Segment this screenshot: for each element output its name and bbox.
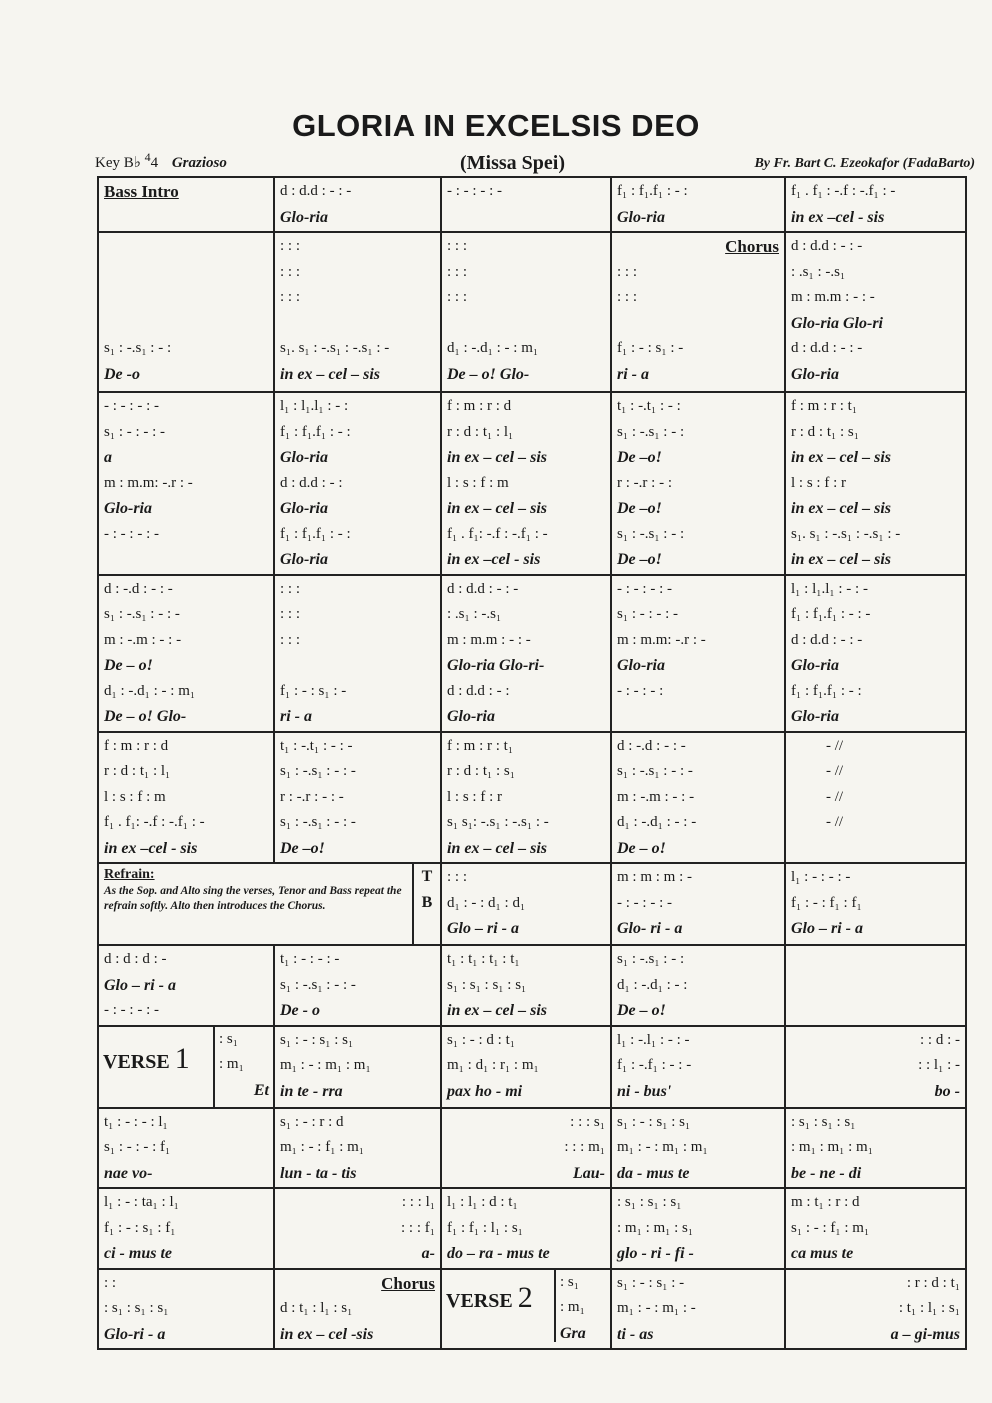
- score-cell: [98, 1269, 274, 1350]
- score-cell: [441, 945, 611, 1026]
- lyric-line: in te - rra: [280, 1082, 343, 1100]
- solfa-line: l₁ : l₁.l₁ : - :: [280, 398, 349, 414]
- solfa-line: - : - : - : -: [617, 580, 672, 597]
- solfa-line: s₁ : - : s₁ : s₁: [617, 1113, 691, 1130]
- score-cell: [785, 392, 966, 575]
- score-row: [98, 1269, 966, 1350]
- lyric-line: Glo-ria Glo-ri: [791, 314, 883, 332]
- solfa-line: s₁ : -.s₁ : - : -: [280, 976, 356, 993]
- lyric-line: De –o!: [617, 551, 662, 568]
- lyric-line: Glo-ria: [617, 208, 665, 226]
- score-row: [98, 863, 966, 945]
- solfa-line: m₁ : - : m₁ : m₁: [617, 1139, 708, 1155]
- solfa-line: l₁ : - : - : -: [791, 869, 851, 885]
- score-cell: [441, 863, 611, 945]
- solfa-line: : s₁ : s₁ : s₁: [104, 1300, 169, 1316]
- score-cell: [441, 1188, 611, 1269]
- solfa-line: l : s : f : r: [447, 788, 502, 805]
- score-cell: [98, 1188, 274, 1269]
- solfa-line: m₁ : - : f₁ : m₁: [280, 1139, 365, 1155]
- lyric-line: in ex – cel – sis: [447, 449, 547, 466]
- solfa-line: f₁ : f₁.f₁ : - :: [280, 525, 351, 542]
- solfa-line: f₁ : - : s₁ : -: [280, 682, 347, 699]
- score-row: [98, 1188, 966, 1269]
- solfa-score-table: [97, 176, 967, 1350]
- solfa-line: m : m.m: -.r : -: [617, 631, 706, 648]
- score-cell: [274, 392, 441, 575]
- score-cell: [98, 392, 274, 575]
- solfa-line: : s₁ : s₁ : s₁: [791, 1113, 856, 1130]
- lyric-line: Glo-ria: [791, 657, 839, 674]
- score-cell: [785, 232, 966, 392]
- solfa-line: f₁ : - : s₁ : -: [617, 340, 684, 356]
- solfa-line: : : : f₁: [401, 1219, 435, 1236]
- lyric-line: in ex – cel – sis: [791, 449, 891, 466]
- refrain-cell: [98, 863, 441, 945]
- score-cell: [785, 945, 966, 1026]
- score-cell: [441, 1108, 611, 1189]
- lyric-line: ri - a: [617, 365, 649, 383]
- solfa-line: f₁ : -.f₁ : - : -: [617, 1057, 692, 1073]
- solfa-line: r : d : t₁ : s₁: [447, 763, 515, 779]
- lyric-line: ca mus te: [791, 1245, 854, 1262]
- score-row: [98, 945, 966, 1026]
- solfa-line: l : s : f : m: [447, 474, 509, 491]
- lyric-line: glo - ri - fi -: [617, 1245, 694, 1262]
- score-cell: [98, 1108, 274, 1189]
- solfa-line: d₁ : -.d₁ : - : m₁: [104, 682, 196, 699]
- lyric-line: in ex – cel – sis: [447, 1002, 547, 1019]
- solfa-line: s₁ : -.s₁ : - : -: [280, 814, 356, 830]
- solfa-line: : : d : -: [920, 1031, 960, 1048]
- score-row: [98, 232, 966, 392]
- lyric-line: Glo-ria: [280, 208, 328, 226]
- solfa-line: f : m : r : d: [104, 737, 169, 754]
- solfa-line: [791, 947, 960, 973]
- score-cell: [785, 177, 966, 232]
- score-cell: [611, 1108, 785, 1189]
- score-cell: [785, 575, 966, 732]
- solfa-line: s₁ : - : - : -: [104, 423, 166, 440]
- lyric-line: Glo-ria Glo-ri-: [447, 657, 545, 674]
- score-cell: [785, 1108, 966, 1189]
- lyric-line: Glo – ri - a: [104, 976, 176, 994]
- score-cell: [274, 945, 441, 1026]
- bass-intro-label: Bass Intro: [104, 182, 179, 201]
- solfa-line: l₁ : -.l₁ : - : -: [617, 1031, 690, 1048]
- solfa-line: m₁ : - : m₁ : -: [617, 1300, 696, 1316]
- solfa-line: : s₁: [219, 1030, 238, 1047]
- lyric-line: in ex –cel - sis: [447, 551, 541, 568]
- solfa-line: : m₁: [219, 1056, 244, 1072]
- lyric-line: da - mus te: [617, 1164, 690, 1182]
- refrain-note: As the Sop. and Alto sing the verses, Tenor and Bass repeat the refrain softly. Alto then introduces the Chorus.: [104, 885, 402, 912]
- solfa-line: f₁ : f₁.f₁ : - :: [791, 682, 862, 699]
- score-cell: [441, 732, 611, 864]
- bass-label: B: [421, 894, 433, 911]
- chorus-label: Chorus: [381, 1273, 435, 1293]
- solfa-line: f₁ : - : f₁ : f₁: [791, 894, 862, 911]
- score-cell: [98, 945, 274, 1026]
- lyric-line: ti - as: [617, 1325, 654, 1343]
- score-cell: [611, 863, 785, 945]
- solfa-line: d : d.d : - : -: [280, 183, 352, 199]
- solfa-line: : : :: [447, 869, 468, 885]
- solfa-line: s₁ : - : - : f₁: [104, 1139, 171, 1155]
- solfa-line: d : d.d : - : -: [791, 238, 863, 254]
- score-row: [98, 177, 966, 232]
- score-cell: [274, 232, 441, 392]
- solfa-line: - : - : - : -: [447, 183, 502, 199]
- solfa-line: : t₁ : l₁ : s₁: [898, 1300, 960, 1316]
- solfa-line: : : :: [447, 263, 468, 280]
- score-cell: [441, 232, 611, 392]
- score-cell: [611, 732, 785, 864]
- solfa-line: s₁ : - : d : t₁: [447, 1031, 515, 1048]
- score-cell: [611, 1188, 785, 1269]
- lyric-line: ni - bus': [617, 1082, 672, 1100]
- key-label: Key B♭: [95, 155, 141, 171]
- solfa-line: d₁ : -.d₁ : - : -: [617, 814, 697, 830]
- solfa-line: t₁ : - : - : l₁: [104, 1113, 168, 1130]
- solfa-line: d : d : d : -: [104, 951, 167, 967]
- score-cell: [274, 1026, 441, 1108]
- lyric-line: De – o! Glo-: [447, 365, 530, 383]
- score-cell: [611, 945, 785, 1026]
- lyric-line: Glo-ria: [280, 551, 328, 568]
- score-cell: [441, 1026, 611, 1108]
- solfa-line: m : -.m : - : -: [104, 631, 182, 648]
- solfa-line: : :: [104, 1274, 117, 1291]
- lyric-line: be - ne - di: [791, 1164, 862, 1182]
- solfa-line: d₁ : -.d₁ : - : m₁: [447, 340, 539, 356]
- score-cell: [274, 575, 441, 732]
- verse-number: 2: [517, 1280, 533, 1314]
- lyric-line: Lau-: [573, 1164, 605, 1182]
- solfa-line: : : :: [447, 238, 468, 254]
- solfa-line: : .s₁ : -.s₁: [791, 263, 846, 280]
- score-cell: [274, 1108, 441, 1189]
- lyric-line: Glo-ria: [617, 657, 665, 674]
- solfa-line: s₁ : -.s₁ : - : -: [617, 763, 693, 779]
- lyric-line: Glo – ri - a: [791, 920, 863, 937]
- solfa-line: s₁ : - : s₁ : -: [617, 1274, 685, 1291]
- chorus-label: Chorus: [725, 237, 779, 256]
- solfa-line: r : d : t₁ : l₁: [447, 423, 514, 440]
- solfa-line: m : m.m : - : -: [791, 289, 875, 305]
- solfa-line: : m₁ : m₁ : m₁: [791, 1139, 873, 1155]
- lyric-line: in ex – cel – sis: [447, 839, 547, 857]
- solfa-line: l : s : f : r: [791, 474, 846, 491]
- score-cell: [611, 177, 785, 232]
- solfa-line: : s₁: [560, 1273, 579, 1290]
- lyric-line: Glo- ri - a: [617, 920, 683, 937]
- solfa-line: r : -.r : - :: [617, 474, 672, 491]
- solfa-line: t₁ : t₁ : t₁ : t₁: [447, 951, 520, 967]
- score-cell: [785, 1188, 966, 1269]
- score-cell: [611, 575, 785, 732]
- score-cell: [441, 575, 611, 732]
- tenor-label: T: [421, 868, 433, 885]
- lyric-line: ci - mus te: [104, 1245, 172, 1262]
- score-cell: [98, 232, 274, 392]
- solfa-line: s₁ : - : r : d: [280, 1113, 344, 1130]
- lyric-line: Glo-ri - a: [104, 1325, 166, 1343]
- composer-credit: By Fr. Bart C. Ezeokafor (FadaBarto): [754, 156, 975, 171]
- solfa-line: d : d.d : - :: [280, 474, 343, 491]
- solfa-line: d : d.d : - :: [447, 682, 510, 699]
- lyric-line: De –o!: [617, 500, 662, 517]
- score-cell: [98, 732, 274, 864]
- solfa-line: s₁ : -.s₁ : - :: [104, 340, 172, 356]
- solfa-line: - //: [826, 788, 844, 805]
- solfa-line: m : -.m : - : -: [617, 788, 695, 805]
- score-row: [98, 575, 966, 732]
- solfa-line: s₁ : - : - : -: [617, 606, 679, 622]
- lyric-line: Glo-ria: [447, 708, 495, 725]
- solfa-line: m₁ : - : m₁ : m₁: [280, 1057, 371, 1073]
- score-row: [98, 1108, 966, 1189]
- solfa-line: f₁ : f₁.f₁ : - :: [617, 183, 688, 199]
- solfa-line: t₁ : -.t₁ : - :: [617, 398, 681, 414]
- lyric-line: in ex –cel - sis: [104, 839, 198, 857]
- score-cell: [441, 392, 611, 575]
- score-cell: [274, 177, 441, 232]
- solfa-line: d : -.d : - : -: [104, 580, 173, 597]
- solfa-line: s₁. s₁ : -.s₁ : -.s₁ : -: [280, 340, 390, 356]
- lyric-line: De – o!: [104, 657, 153, 674]
- solfa-line: d₁ : -.d₁ : - :: [617, 976, 688, 993]
- subtitle: (Missa Spei): [460, 152, 565, 174]
- score-cell: [441, 177, 611, 232]
- solfa-line: : : :: [447, 289, 468, 305]
- solfa-line: s₁ : -.s₁ : - : -: [104, 606, 180, 622]
- solfa-line: : : : l₁: [401, 1194, 435, 1210]
- solfa-line: s₁ : - : f₁ : m₁: [791, 1219, 870, 1236]
- score-cell: [611, 392, 785, 575]
- solfa-line: m : m.m: -.r : -: [104, 474, 193, 491]
- solfa-line: s₁. s₁ : -.s₁ : -.s₁ : -: [791, 525, 901, 542]
- verse-label: VERSE: [103, 1050, 170, 1073]
- score-cell: [98, 575, 274, 732]
- lyric-line: De – o! Glo-: [104, 708, 187, 725]
- lyric-line: a – gi-mus: [890, 1325, 960, 1343]
- lyric-line: De - o: [280, 1002, 320, 1019]
- score-cell: [785, 1269, 966, 1350]
- solfa-line: s₁ : -.s₁ : - :: [617, 951, 685, 967]
- solfa-line: f₁ . f₁ : -.f : -.f₁ : -: [791, 183, 896, 199]
- solfa-line: d : t₁ : l₁ : s₁: [280, 1300, 353, 1316]
- score-cell: [274, 732, 441, 864]
- score-cell: [785, 863, 966, 945]
- lyric-line: bo -: [934, 1082, 960, 1100]
- solfa-line: : s₁ : s₁ : s₁: [617, 1194, 682, 1210]
- lyric-line: Gra: [560, 1324, 586, 1342]
- time-signature-bottom: 4: [150, 155, 159, 171]
- solfa-line: s₁ : - : s₁ : s₁: [280, 1031, 354, 1048]
- refrain-label: Refrain:: [104, 867, 155, 882]
- solfa-line: - : - : - : -: [104, 525, 159, 542]
- solfa-line: : : :: [280, 238, 301, 254]
- solfa-line: m : t₁ : r : d: [791, 1194, 860, 1210]
- lyric-line: in ex – cel – sis: [447, 500, 547, 517]
- lyric-line: Glo-ria: [791, 708, 839, 725]
- solfa-line: l₁ : l₁.l₁ : - : -: [791, 580, 868, 597]
- solfa-line: m : m : m : -: [617, 869, 692, 885]
- solfa-line: d : -.d : - : -: [617, 737, 686, 754]
- solfa-line: : : :: [280, 631, 301, 648]
- score-cell: [611, 1269, 785, 1350]
- lyric-line: in ex – cel – sis: [791, 551, 891, 568]
- lyric-line: in ex –cel - sis: [791, 208, 885, 226]
- solfa-line: r : d : t₁ : l₁: [104, 763, 171, 779]
- solfa-line: d : d.d : - : -: [791, 340, 863, 356]
- solfa-line: d₁ : - : d₁ : d₁: [447, 894, 526, 911]
- solfa-line: - : - : - : -: [104, 1002, 159, 1018]
- solfa-line: : : : m₁: [564, 1139, 605, 1155]
- score-row: [98, 392, 966, 575]
- lyric-line: a: [104, 449, 112, 466]
- verse-label: VERSE: [446, 1289, 513, 1312]
- tempo-marking: Grazioso: [171, 155, 227, 171]
- time-signature-top: 4: [144, 150, 151, 164]
- verse-1-cell: [98, 1026, 274, 1108]
- lyric-line: De –o!: [280, 839, 325, 857]
- solfa-line: s₁ : -.s₁ : - :: [617, 423, 685, 440]
- key-signature: [95, 150, 227, 172]
- lyric-line: De -o: [104, 365, 140, 383]
- score-cell: [98, 177, 274, 232]
- solfa-line: f : m : r : t₁: [791, 398, 858, 414]
- solfa-line: : : :: [280, 289, 301, 305]
- lyric-line: Glo-ria: [791, 365, 839, 383]
- solfa-line: : : :: [617, 263, 638, 280]
- solfa-line: : : :: [280, 263, 301, 280]
- solfa-line: - //: [826, 737, 844, 754]
- solfa-line: : r : d : t₁: [906, 1274, 960, 1291]
- verse-number: 1: [174, 1041, 190, 1075]
- solfa-line: f : m : r : t₁: [447, 737, 514, 754]
- solfa-line: l₁ : - : ta₁ : l₁: [104, 1194, 179, 1210]
- score-cell: [785, 1026, 966, 1108]
- lyric-line: De – o!: [617, 839, 666, 857]
- lyric-line: Glo-ria: [104, 500, 152, 517]
- lyric-line: nae vo-: [104, 1164, 153, 1182]
- solfa-line: s₁ : -.s₁ : - : -: [280, 763, 356, 779]
- solfa-line: f : m : r : d: [447, 398, 512, 414]
- solfa-line: f₁ : f₁.f₁ : - :: [280, 423, 351, 440]
- score-cell: [611, 1026, 785, 1108]
- solfa-line: - : - : - : -: [104, 398, 159, 414]
- lyric-line: lun - ta - tis: [280, 1164, 357, 1182]
- lyric-line: Et: [253, 1081, 269, 1099]
- solfa-line: l₁ : l₁ : d : t₁: [447, 1194, 518, 1210]
- solfa-line: - : - : - : -: [617, 894, 672, 911]
- solfa-line: s₁ : s₁ : s₁ : s₁: [447, 976, 527, 993]
- lyric-line: De –o!: [617, 449, 662, 466]
- solfa-line: m₁ : d₁ : r₁ : m₁: [447, 1057, 539, 1073]
- lyric-line: De – o!: [617, 1002, 666, 1019]
- solfa-line: d : d.d : - : -: [447, 580, 519, 597]
- solfa-line: : m₁: [560, 1299, 585, 1315]
- solfa-line: - //: [826, 814, 844, 830]
- solfa-line: : : :: [280, 606, 301, 622]
- lyric-line: ri - a: [280, 708, 312, 725]
- solfa-line: f₁ : f₁.f₁ : - : -: [791, 606, 871, 622]
- score-row: [98, 732, 966, 864]
- solfa-line: d : d.d : - : -: [791, 631, 863, 648]
- lyric-line: in ex – cel -sis: [280, 1325, 374, 1343]
- page-title: GLORIA IN EXCELSIS DEO: [292, 108, 700, 143]
- solfa-line: s₁ s₁: -.s₁ : -.s₁ : -: [447, 814, 549, 830]
- solfa-line: s₁ : -.s₁ : - :: [617, 525, 685, 542]
- solfa-line: - //: [826, 763, 844, 779]
- solfa-line: - : - : - :: [617, 682, 664, 699]
- solfa-line: l : s : f : m: [104, 788, 166, 805]
- solfa-line: t₁ : - : - : -: [280, 951, 340, 967]
- solfa-line: : .s₁ : -.s₁: [447, 606, 502, 622]
- lyric-line: Glo – ri - a: [447, 920, 519, 937]
- solfa-line: t₁ : -.t₁ : - : -: [280, 737, 353, 754]
- score-cell: [274, 1269, 441, 1350]
- lyric-line: Glo-ria: [280, 449, 328, 466]
- lyric-line: a-: [421, 1245, 435, 1262]
- lyric-line: in ex – cel – sis: [280, 365, 380, 383]
- solfa-line: : m₁ : m₁ : s₁: [617, 1219, 694, 1236]
- solfa-line: r : d : t₁ : s₁: [791, 423, 859, 440]
- score-cell: [274, 1188, 441, 1269]
- lyric-line: in ex – cel – sis: [791, 500, 891, 517]
- solfa-line: f₁ . f₁: -.f : -.f₁ : -: [447, 525, 548, 542]
- solfa-line: f₁ : - : s₁ : f₁: [104, 1219, 176, 1236]
- verse-2-cell: [441, 1269, 611, 1350]
- lyric-line: Glo-ria: [280, 500, 328, 517]
- solfa-line: m : m.m : - : -: [447, 631, 531, 648]
- lyric-line: do – ra - mus te: [447, 1245, 550, 1262]
- score-row: [98, 1026, 966, 1108]
- score-cell: [785, 732, 966, 864]
- solfa-line: : : :: [280, 580, 301, 597]
- solfa-line: : : :: [617, 289, 638, 305]
- score-cell: [611, 232, 785, 392]
- solfa-line: f₁ . f₁: -.f : -.f₁ : -: [104, 814, 205, 830]
- solfa-line: r : -.r : - : -: [280, 788, 344, 805]
- solfa-line: : : : s₁: [570, 1113, 605, 1130]
- solfa-line: : : l₁ : -: [918, 1057, 960, 1073]
- lyric-line: pax ho - mi: [447, 1082, 523, 1100]
- solfa-line: f₁ : f₁ : l₁ : s₁: [447, 1219, 523, 1236]
